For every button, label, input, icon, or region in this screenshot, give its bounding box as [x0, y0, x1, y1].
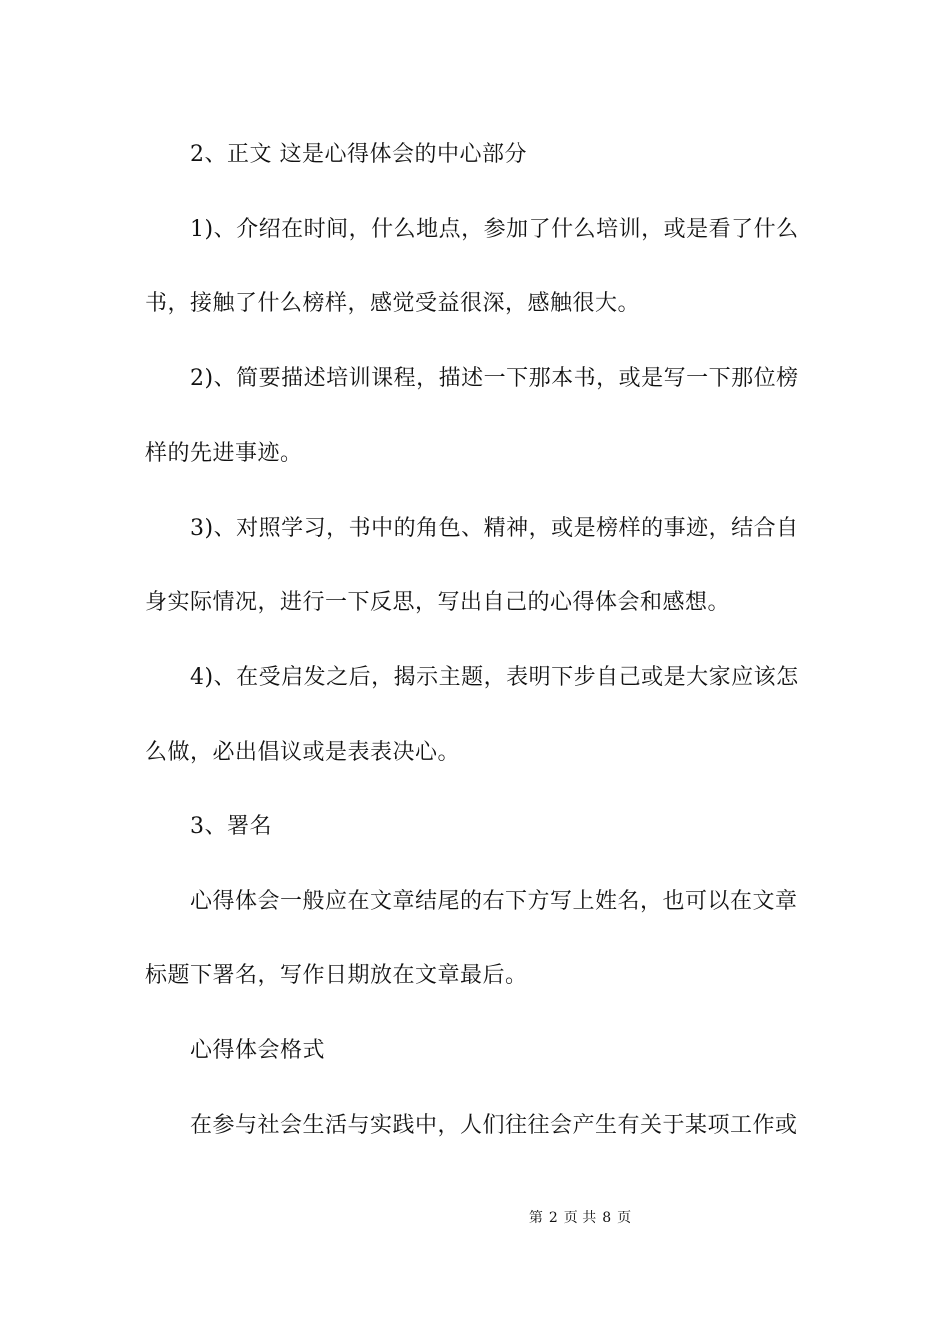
- page-footer: [0, 1208, 950, 1228]
- paragraph-line: 1)、介绍在时间，什么地点，参加了什么培训，或是看了什么: [190, 217, 799, 242]
- paragraph-line: 心得体会一般应在文章结尾的右下方写上姓名，也可以在文章: [190, 889, 798, 914]
- paragraph-line: 书，接触了什么榜样，感觉受益很深，感触很大。: [145, 291, 641, 316]
- paragraph-line: 3)、对照学习，书中的角色、精神，或是榜样的事迹，结合自: [190, 516, 799, 541]
- paragraph-line: 么做，必出倡议或是表表决心。: [145, 740, 461, 765]
- page-label-mid: 页 共: [563, 1210, 597, 1226]
- section-heading-signature: 3、署名: [190, 814, 272, 839]
- page-label-prefix: 第: [528, 1210, 543, 1226]
- paragraph-line: 在参与社会生活与实践中，人们往往会产生有关于某项工作或: [190, 1113, 798, 1138]
- paragraph-line: 4)、在受启发之后，揭示主题，表明下步自己或是大家应该怎: [190, 665, 799, 690]
- paragraph-line: 样的先进事迹。: [145, 441, 303, 466]
- page-number: 2: [548, 1210, 558, 1226]
- total-pages: 8: [602, 1210, 612, 1226]
- paragraph-line: 2)、简要描述培训课程，描述一下那本书，或是写一下那位榜: [190, 366, 799, 391]
- paragraph-line: 身实际情况，进行一下反思，写出自己的心得体会和感想。: [145, 590, 731, 615]
- paragraph-line: 标题下署名，写作日期放在文章最后。: [145, 963, 528, 988]
- section-heading-format: 心得体会格式: [190, 1038, 326, 1063]
- section-heading-body: 2、正文 这是心得体会的中心部分: [190, 142, 527, 167]
- page-label-suffix: 页: [617, 1210, 632, 1226]
